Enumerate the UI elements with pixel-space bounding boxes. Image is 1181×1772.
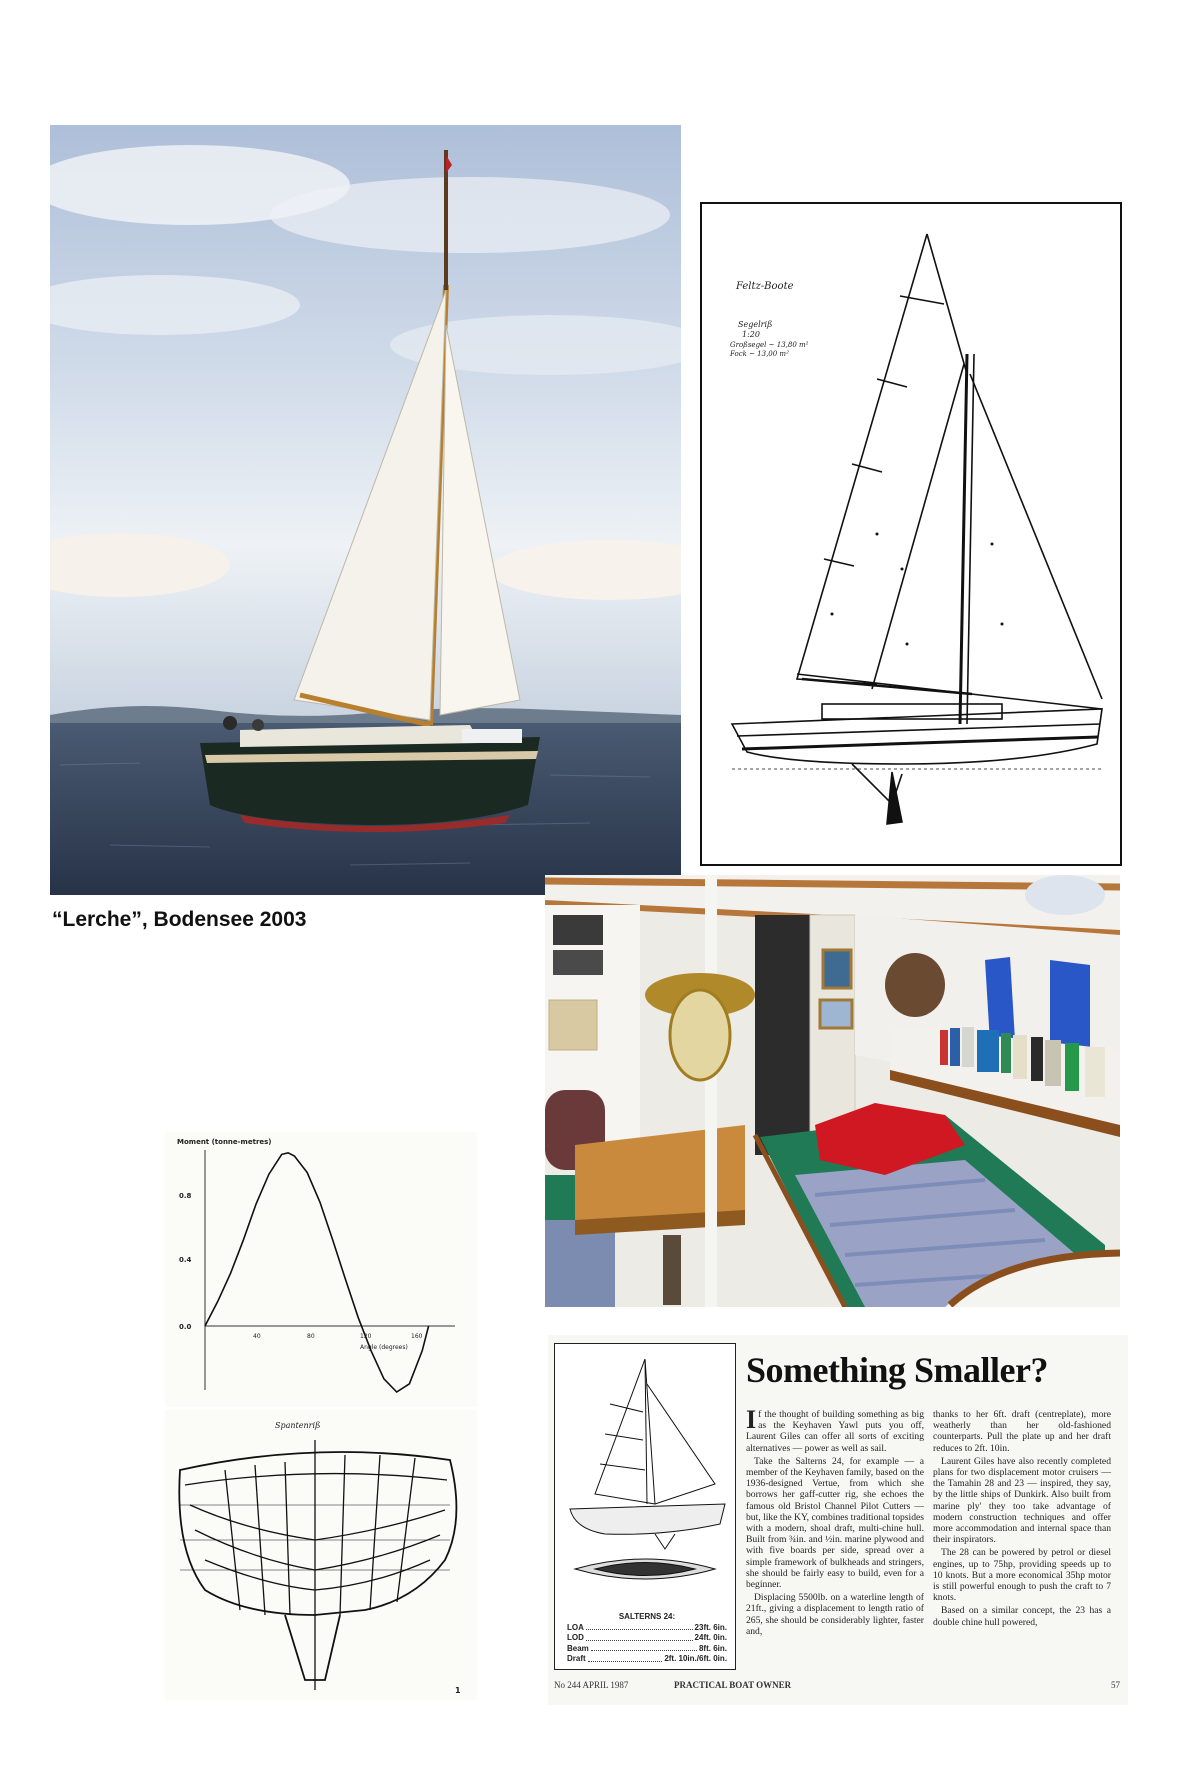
article-paragraph: If the thought of building something as big as the Keyhaven Yawl puts you off, Laurent Giles can offer all sorts of exciting alternatives — power as well as sail. [746,1405,924,1454]
article-paragraph: Displacing 5500lb. on a waterline length of 21ft., giving a displacement to length ratio of 265, she should be considerably lighter, faster and, [746,1592,924,1637]
sail-plan-svg [702,204,1120,864]
cabin-interior-photo [545,875,1120,1307]
x-tick-label: 80 [307,1333,315,1340]
spec-row [567,1623,727,1634]
spec-value: 2ft. 10in./6ft. 0in. [664,1654,727,1663]
spec-label: LOA [567,1622,584,1632]
article-footer [554,1680,1120,1690]
magazine-page-number: 57 [1111,1680,1120,1690]
x-tick-label: 40 [253,1333,261,1340]
x-axis-label: Angle (degrees) [360,1344,408,1351]
magazine-article [548,1335,1128,1705]
graph-svg [165,1132,477,1407]
y-tick-label: 0.4 [179,1256,192,1264]
salterns-24-illustration-box [554,1343,736,1670]
spec-label: Draft [567,1654,586,1663]
article-column-1 [746,1405,924,1639]
sail-number [462,729,522,743]
article-paragraph: Based on a similar concept, the 23 has a double chine hull powered, [933,1605,1111,1628]
sailing-yacht-image [50,125,681,895]
drop-cap: I [746,1405,757,1434]
spec-row [567,1633,727,1644]
page-number: 1 [455,1686,461,1695]
spec-row [567,1654,727,1665]
article-paragraph: Laurent Giles have also recently completed plans for two displacement motor cruisers — the Tamahin 28 and 23 — inspired, they say, by the little ships of Dunkirk. Also built from marine ply' they too take advantage of modern construction techniques and offer more accommodation and internal space than their inspirators. [933,1455,1111,1546]
righting-moment-graph [165,1132,477,1407]
body-plan-svg [165,1410,477,1700]
sail-plan-note: Fock ~ 13,00 m² [730,350,789,358]
body-plan-title: Spantenriß [275,1421,321,1430]
photo-caption: “Lerche”, Bodensee 2003 [52,908,307,931]
sail-plan-note: 1:20 [742,330,760,339]
article-title: Something Smaller? [746,1350,1048,1390]
article-paragraph: The 28 can be powered by petrol or diesel engines, up to 75hp, providing speeds up to 10 knots. But a more economical 35hp motor is still powerful enough to push the craft to 7 knots. [933,1547,1111,1604]
spec-label: LOD [567,1633,584,1642]
body-plan-drawing [165,1410,477,1700]
y-tick-label: 0.0 [179,1323,192,1331]
article-column-2 [933,1409,1111,1630]
spec-row [567,1644,727,1655]
spec-value: 8ft. 6in. [698,1643,727,1653]
sail-plan-drawing [700,202,1122,866]
salterns-24-drawing [555,1344,735,1604]
y-axis-label: Moment (tonne-metres) [177,1138,272,1146]
issue-info: No 244 APRIL 1987 [554,1680,629,1690]
publication-name: PRACTICAL BOAT OWNER [674,1680,792,1690]
spec-value: 23ft. 6in. [694,1622,727,1632]
article-paragraph: Take the Salterns 24, for example — a member of the Keyhaven family, based on the 1936-designed Vertue, from which she borrows her gaff-cutter rig, she echoes the famous old Bristol Channel Pilot Cutters — but, like the KY, combines traditional topsides with a modern, shoal draft, multi-chine hull. Built from ¾in. and ½in. marine plywood and with five boards per side, spread over a simple framework of bulkheads and stringers, she should be fairly easy to build, even for a beginner. [746,1455,924,1591]
x-tick-label: 120 [360,1333,372,1340]
spec-label: Beam [567,1643,589,1653]
righting-moment-curve [205,1153,429,1392]
sail-plan-note: Großsegel ~ 13,80 m² [730,341,809,349]
x-tick-label: 160 [411,1333,423,1340]
boat-photo [50,125,681,895]
cabin-interior-image [545,875,1120,1307]
specs-table [567,1612,727,1665]
sail-plan-note: Segelriß [738,320,773,329]
sail-plan-title: Feltz-Boote [736,281,794,292]
y-tick-label: 0.8 [179,1192,192,1200]
specs-title: SALTERNS 24: [618,1612,676,1621]
article-paragraph: thanks to her 6ft. draft (centreplate), more weatherly than her old-fashioned counterparts. Pull the plate up and her draft reduces to 2ft. 10in. [933,1409,1111,1454]
spec-value: 24ft. 0in. [694,1633,727,1642]
